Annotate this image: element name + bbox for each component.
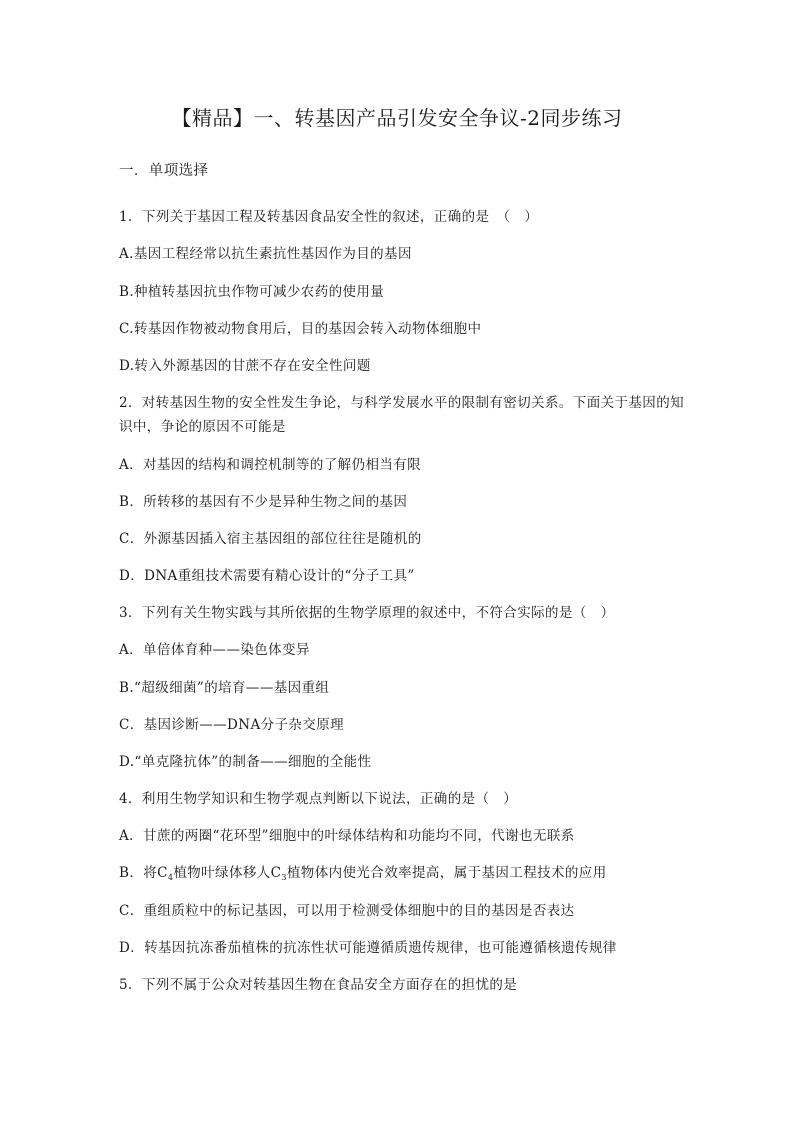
- question-3-option-c: C．基因诊断——DNA分子杂交原理: [119, 717, 345, 733]
- question-1-stem: 1．下列关于基因工程及转基因食品安全性的叙述，正确的是 （ ）: [119, 209, 539, 225]
- question-4-option-a: A．甘蔗的两圈“花环型”细胞中的叶绿体结构和功能均不同，代谢也无联系: [119, 828, 575, 844]
- section-heading: 一．单项选择: [119, 163, 209, 179]
- subscript-4: 4: [167, 873, 174, 882]
- subscript-3: 3: [281, 873, 287, 882]
- question-1-option-b: B.种植转基因抗虫作物可减少农药的使用量: [119, 284, 385, 300]
- option-b-text-middle: 植物叶绿体移人C: [173, 865, 282, 881]
- question-2-option-b: B．所转移的基因有不少是异种生物之间的基因: [119, 494, 408, 510]
- question-3-option-d: D.“单克隆抗体”的制备——细胞的全能性: [119, 754, 372, 770]
- option-b-text-before: B．将C: [119, 865, 168, 881]
- question-3-option-b: B.“超级细菌”的培育——基因重组: [119, 680, 330, 696]
- question-1-option-a: A.基因工程经常以抗生素抗性基因作为目的基因: [119, 246, 412, 262]
- question-4-stem: 4．利用生物学知识和生物学观点判断以下说法，正确的是（ ）: [119, 791, 518, 807]
- question-2-option-a: A．对基因的结构和调控机制等的了解仍相当有限: [119, 457, 422, 473]
- question-3-option-a: A．单倍体育种——染色体变异: [119, 642, 310, 658]
- page-title: 【精品】一、转基因产品引发安全争议-2同步练习: [171, 106, 623, 130]
- question-4-option-d: D．转基因抗冻番茄植株的抗冻性状可能遵循质遗传规律，也可能遵循核遗传规律: [119, 940, 617, 956]
- question-4-option-c: C．重组质粒中的标记基因，可以用于检测受体细胞中的目的基因是否表达: [119, 903, 575, 919]
- question-2-option-d: D．DNA重组技术需要有精心设计的“分子工具”: [119, 568, 415, 584]
- question-4-option-b: [119, 864, 679, 882]
- question-3-stem: 3．下列有关生物实践与其所依据的生物学原理的叙述中，不符合实际的是（ ）: [119, 605, 615, 621]
- option-b-text-after: 植物体内使光合效率提高，属于基因工程技术的应用: [286, 865, 607, 881]
- question-1-option-c: C.转基因作物被动物食用后，目的基因会转入动物体细胞中: [119, 321, 482, 337]
- question-2-option-c: C．外源基因插入宿主基因组的部位往往是随机的: [119, 531, 422, 547]
- question-2-stem: 2．对转基因生物的安全性发生争论，与科学发展水平的限制有密切关系。下面关于基因的知 识中，争论的原因不可能是: [119, 395, 684, 435]
- question-5-stem: 5．下列不属于公众对转基因生物在食品安全方面存在的担忧的是: [119, 977, 518, 993]
- question-1-option-d: D.转入外源基因的甘蔗不存在安全性问题: [119, 358, 371, 374]
